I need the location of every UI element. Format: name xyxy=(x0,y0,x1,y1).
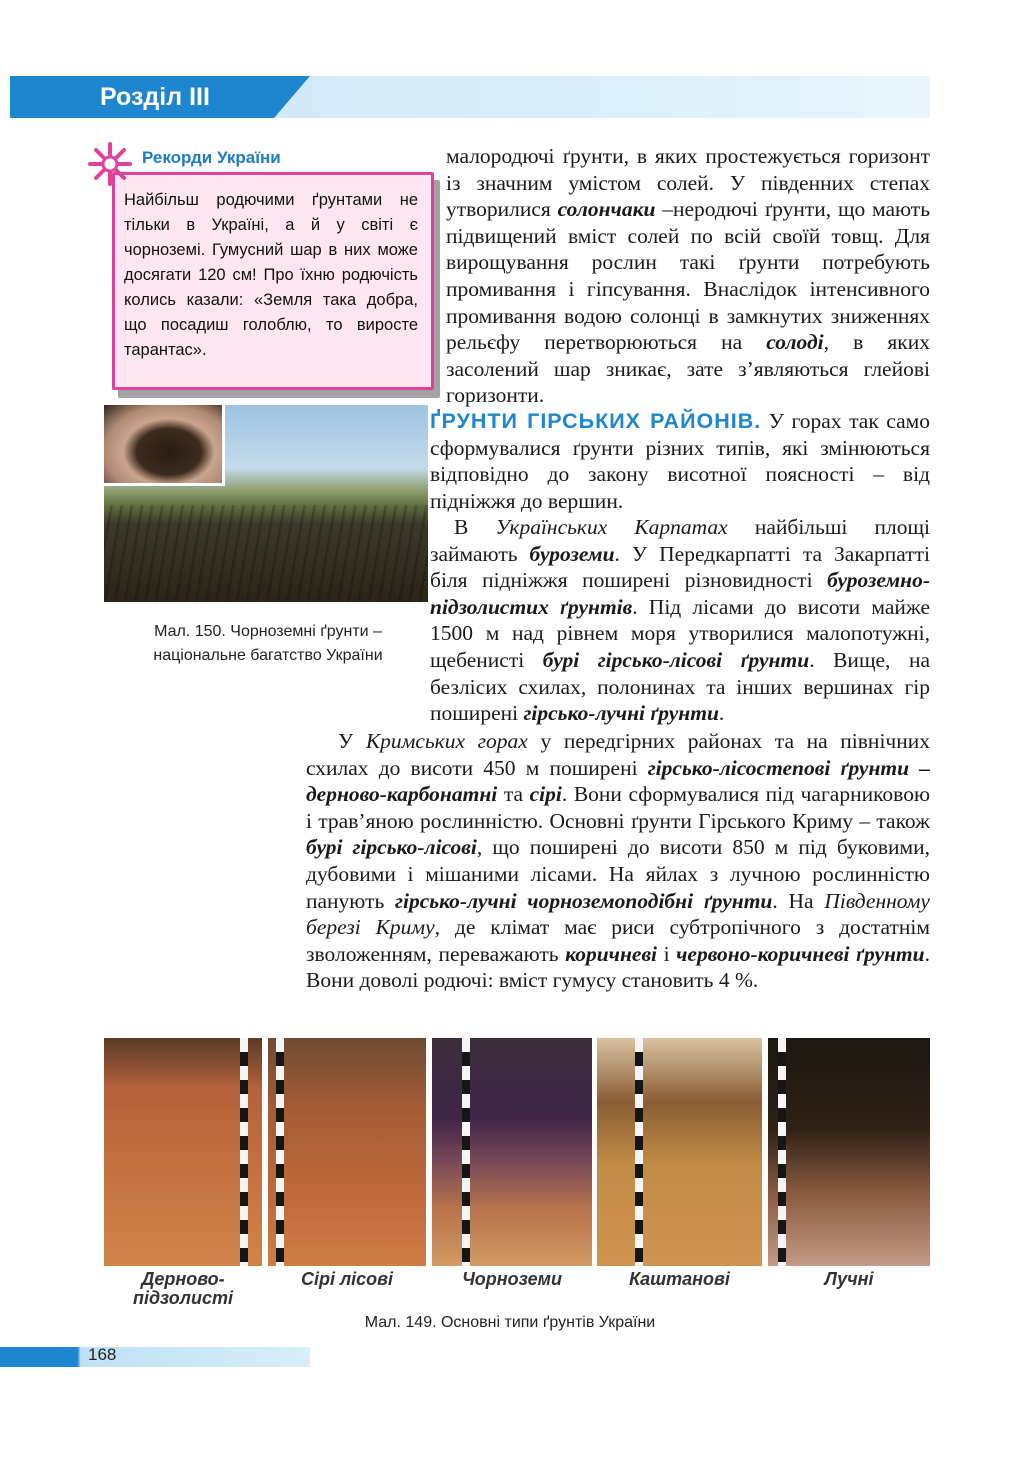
soil-profile-photo xyxy=(597,1038,762,1266)
section-title: Розділ III xyxy=(100,83,210,111)
paragraph-crimea: У Кримських горах у передгірних районах та на північних схилах до висоти 450 м поширені гірсько-лісостепові ґрунти – дерново-карбонатні та сірі. Вони сформувалися під чагарниковою і трав’яною рослинністю. Основні ґрунти Гірського Криму – також бурі гірсько-лісові, що поширені до висоти 850 м під буковими, дубовими і мішаними лісами. На яйлах з лучною рослинністю панують гірсько-лучні чорноземоподібні ґрунти. На Південному березі Криму, де клімат має риси субтропічного з достатнім зволоженням, переважають коричневі і червоно-коричневі ґрунти. Вони доволі родючі: вміст гумусу становить 4 %. xyxy=(306,729,931,993)
soil-label: Сірі лісові xyxy=(300,1269,394,1289)
measuring-ruler xyxy=(778,1038,786,1266)
measuring-ruler xyxy=(462,1038,470,1266)
footer-bar xyxy=(0,1347,310,1367)
soil-label: Каштанові xyxy=(629,1269,730,1289)
paragraph-mountain-soils: ҐРУНТИ ГІРСЬКИХ РАЙОНІВ. У горах так само сформувалися ґрунти різних типів, які змінюються відповідно до закону висотної поясності – від підніжжя до вершин. xyxy=(430,409,930,513)
figure-150-caption: Мал. 150. Чорноземні ґрунти – національне багатство України xyxy=(153,623,383,664)
soil-label: Чорноземи xyxy=(462,1269,562,1289)
measuring-ruler xyxy=(635,1038,643,1266)
soil-label: Лучні xyxy=(824,1269,874,1289)
soil-profile-photo xyxy=(268,1038,426,1266)
measuring-ruler xyxy=(240,1038,248,1266)
soil-profile-photo xyxy=(432,1038,592,1266)
soil-label: Дерново- підзолисті xyxy=(132,1269,234,1308)
measuring-ruler xyxy=(276,1038,284,1266)
paragraph-carpathians-part1: В Українських Карпатах найбільші площі займають буроземи. У Передкарпатті та Закарпатті біля підніжжя поширені різновидності буроземно-підзолистих ґрунтів. Під лісами до висоти майже 1500 м над рівнем моря утворилися малопотужні, щебенисті бурі гірсько-лісові ґрунти. Вище, на безлісих схилах, полонинах та інших вершинах гір поширені гірсько-лучні ґрунти. xyxy=(430,515,930,726)
records-box-text: Найбільш родючими ґрунтами не тільки в Україні, а й у світі є чорноземі. Гумусний шар в них може досягати 120 см! Про їхню родючість колись казали: «Земля така добра, що посадиш голоблю, то виросте тарантас». xyxy=(124,191,418,359)
figure-149-caption: Мал. 149. Основні типи ґрунтів України xyxy=(364,1314,656,1331)
soil-profile-photo xyxy=(104,1038,262,1266)
records-box-title: Рекорди України xyxy=(142,148,281,167)
soil-in-hands-photo xyxy=(104,405,225,486)
paragraph-solonchaky: малородючі ґрунти, в яких простежується горизонт із значним умістом солей. У південних степах утворилися солончаки –неродючі ґрунти, що мають підвищений вміст солей по всій своїй товщ. Для вирощування рослин такі ґрунти потребують промивання і гіпсування. Внаслідок інтенсивного промивання водою солонці в замкнутих зниженнях рельєфу перетворюються на солоді, в яких засолений шар зникає, зате з’являються глейові горизонти. xyxy=(446,144,931,408)
page-number: 168 xyxy=(88,1345,117,1364)
flower-icon xyxy=(86,140,134,188)
soil-profile-photo xyxy=(768,1038,930,1266)
section-heading: ҐРУНТИ ГІРСЬКИХ РАЙОНІВ. xyxy=(430,409,762,433)
